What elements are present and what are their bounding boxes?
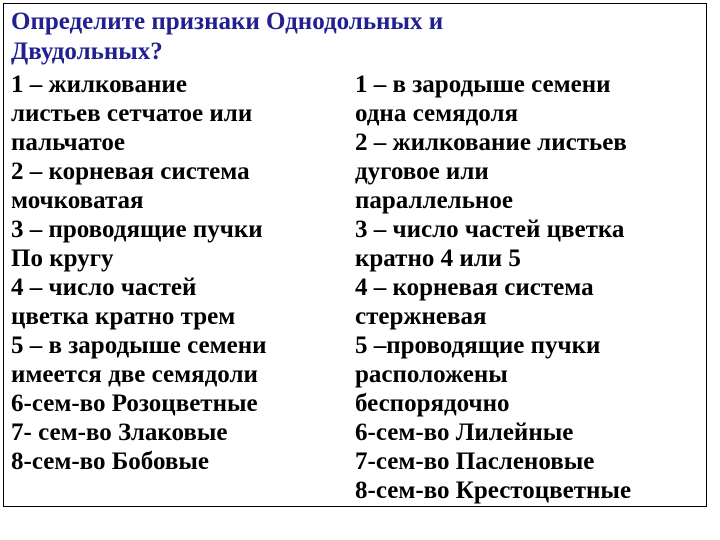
right-item-7: 7-сем-во Пасленовые — [355, 448, 595, 475]
left-item-3: 3 – проводящие пучки По кругу — [11, 216, 263, 272]
right-item-6: 6-сем-во Лилейные — [355, 419, 574, 446]
left-item-2: 2 – корневая система мочковатая — [11, 158, 250, 214]
left-item-8: 8-сем-во Бобовые — [11, 448, 209, 475]
right-column-list — [355, 70, 705, 505]
slide-title: Определите признаки Однодольных и Двудольных? — [11, 8, 444, 65]
left-item-4: 4 – число частей цветка кратно трем — [11, 274, 236, 330]
right-item-3: 3 – число частей цветка кратно 4 или 5 — [355, 216, 625, 272]
slide-frame — [3, 3, 707, 507]
right-item-1: 1 – в зародыше семени одна семядоля — [355, 71, 611, 127]
right-item-5: 5 –проводящие пучки расположены беспорядочно — [355, 332, 601, 417]
left-item-6: 6-сем-во Розоцветные — [11, 390, 258, 417]
right-item-4: 4 – корневая система стержневая — [355, 274, 594, 330]
left-item-7: 7- сем-во Злаковые — [11, 419, 228, 446]
right-item-2: 2 – жилкование листьев дуговое или параллельное — [355, 129, 627, 214]
left-column-list — [11, 70, 341, 476]
left-item-5: 5 – в зародыше семени имеется две семядоли — [11, 332, 267, 388]
right-item-8: 8-сем-во Крестоцветные — [355, 477, 632, 504]
left-item-1: 1 – жилкование листьев сетчатое или пальчатое — [11, 71, 253, 156]
